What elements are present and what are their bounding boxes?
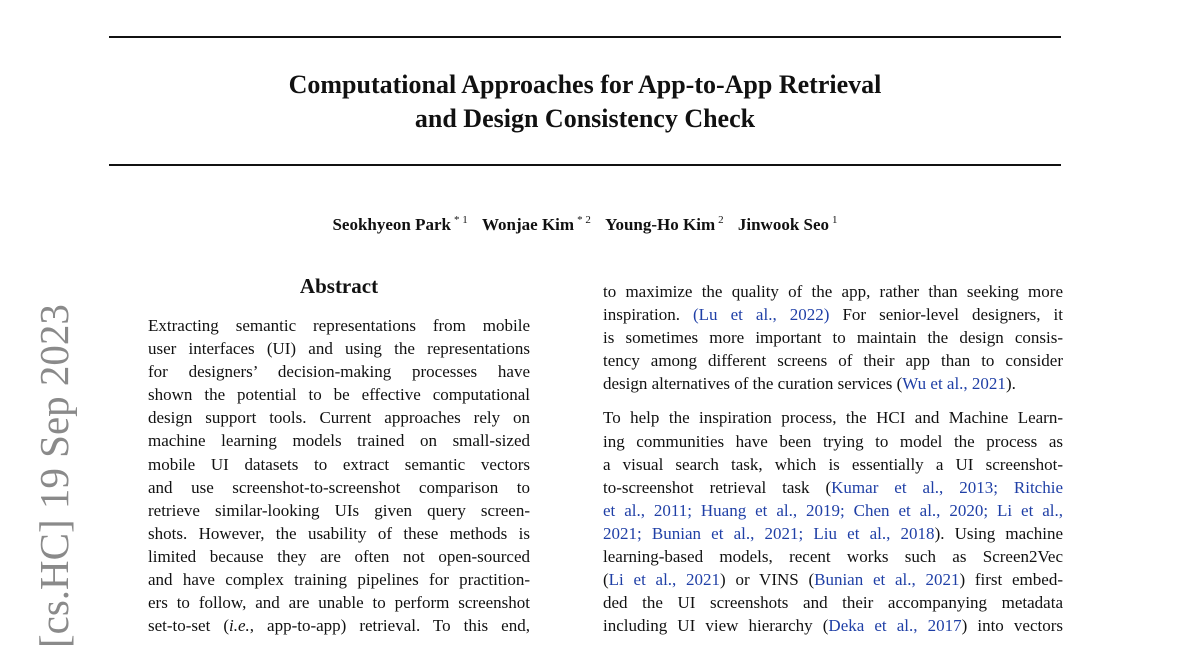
text-run: set-to-set ( bbox=[148, 616, 229, 636]
body-line: is sometimes more important to maintain the design consis- bbox=[603, 328, 1063, 348]
citation-link[interactable]: (Lu et al., 2022) bbox=[693, 305, 830, 325]
citation-link[interactable]: Deka et al., 2017 bbox=[828, 616, 962, 636]
title-bottom-rule bbox=[109, 164, 1061, 166]
text-run: ). Using machine bbox=[934, 523, 1063, 543]
text-run: ) first embed- bbox=[959, 570, 1063, 590]
body-line: learning-based models, recent works such as Screen2Vec bbox=[603, 547, 1063, 567]
body-line bbox=[603, 614, 1063, 637]
abstract-line: ers to follow, and are unable to perform screenshot bbox=[148, 593, 530, 613]
text-run: ( bbox=[603, 570, 609, 590]
right-column bbox=[603, 280, 1063, 637]
text-run: ) into vectors bbox=[961, 616, 1063, 636]
text-run: ) or VINS ( bbox=[720, 570, 815, 590]
text-run: including UI view hierarchy ( bbox=[603, 616, 829, 636]
body-line bbox=[603, 476, 1063, 499]
text-run: For senior-level designers, it bbox=[829, 305, 1064, 325]
abstract-line: for designers’ decision-making processes have bbox=[148, 362, 530, 382]
citation-link[interactable]: Kumar et al., 2013; Ritchie bbox=[831, 477, 1063, 497]
abstract-line: retrieve similar-looking UIs given query screen- bbox=[148, 500, 530, 520]
abstract-heading: Abstract bbox=[299, 274, 379, 298]
author-affiliation: 1 bbox=[832, 214, 838, 226]
body-line bbox=[603, 568, 1063, 591]
author-affiliation: * 1 bbox=[453, 214, 468, 226]
author-1 bbox=[332, 215, 467, 234]
abstract-line: limited because they are often not open-sourced bbox=[148, 546, 530, 566]
abstract-line: machine learning models trained on small-sized bbox=[148, 431, 530, 451]
body-line bbox=[603, 372, 1063, 395]
abstract-line: and have complex training pipelines for practition- bbox=[148, 570, 530, 590]
text-run: design alternatives of the curation services ( bbox=[603, 374, 903, 394]
author-name: Young-Ho Kim bbox=[605, 214, 716, 234]
citation-link[interactable]: Wu et al., 2021 bbox=[902, 374, 1006, 394]
text-run: to-screenshot retrieval task ( bbox=[603, 477, 832, 497]
paragraph-gap bbox=[603, 395, 1063, 406]
abstract-line: Extracting semantic representations from mobile bbox=[148, 316, 530, 335]
citation-link[interactable]: 2021; Bunian et al., 2021; Liu et al., 2018 bbox=[603, 523, 935, 543]
body-line: ded the UI screenshots and their accompanying metadata bbox=[603, 593, 1063, 613]
abstract-line: mobile UI datasets to extract semantic vectors bbox=[148, 454, 530, 474]
body-line: to maximize the quality of the app, rather than seeking more bbox=[603, 282, 1063, 301]
left-column bbox=[148, 272, 530, 637]
text-run: ). bbox=[1005, 374, 1016, 394]
body-line: tency among different screens of their app than to consider bbox=[603, 351, 1063, 371]
body-line bbox=[603, 522, 1063, 545]
italic-term: i.e. bbox=[228, 616, 250, 636]
body-line: a visual search task, which is essentially a UI screenshot- bbox=[603, 454, 1063, 474]
text-run: inspiration. bbox=[603, 305, 694, 325]
body-line: To help the inspiration process, the HCI and Machine Learn- bbox=[603, 408, 1063, 428]
abstract-line: shots. However, the usability of these methods is bbox=[148, 523, 530, 543]
title-line-2: and Design Consistency Check bbox=[414, 104, 756, 133]
intro-paragraph-1 bbox=[603, 280, 1063, 395]
title-line-1: Computational Approaches for App-to-App Retrieval bbox=[288, 70, 882, 99]
author-affiliation: 2 bbox=[718, 214, 724, 226]
abstract-body bbox=[148, 314, 530, 637]
top-rule bbox=[109, 36, 1061, 38]
abstract-line: shown the potential to be effective computational bbox=[148, 385, 530, 405]
author-3 bbox=[605, 215, 724, 234]
abstract-line: design support tools. Current approaches rely on bbox=[148, 408, 530, 428]
text-run: , app-to-app) retrieval. To this end, bbox=[249, 616, 530, 636]
author-name: Wonjae Kim bbox=[481, 214, 575, 234]
author-affiliation: * 2 bbox=[577, 214, 591, 226]
author-name: Seokhyeon Park bbox=[332, 214, 451, 234]
abstract-line: and use screenshot-to-screenshot comparison to bbox=[148, 477, 530, 497]
abstract-line bbox=[148, 614, 530, 637]
abstract-line: user interfaces (UI) and using the representations bbox=[148, 339, 530, 359]
author-4 bbox=[738, 215, 838, 234]
author-list bbox=[0, 208, 1170, 237]
citation-link[interactable]: Li et al., 2021 bbox=[608, 570, 721, 590]
author-2 bbox=[482, 215, 591, 234]
arxiv-side-stamp: [cs.HC] 19 Sep 2023 bbox=[31, 304, 77, 648]
citation-link[interactable]: et al., 2011; Huang et al., 2019; Chen et al., 2020; Li et al., bbox=[603, 500, 1063, 520]
paper-title bbox=[200, 68, 970, 136]
author-name: Jinwook Seo bbox=[737, 214, 830, 234]
intro-paragraph-2 bbox=[603, 406, 1063, 637]
body-line bbox=[603, 499, 1063, 522]
citation-link[interactable]: Bunian et al., 2021 bbox=[814, 570, 960, 590]
body-line: ing communities have been trying to model the process as bbox=[603, 431, 1063, 451]
body-line bbox=[603, 303, 1063, 326]
